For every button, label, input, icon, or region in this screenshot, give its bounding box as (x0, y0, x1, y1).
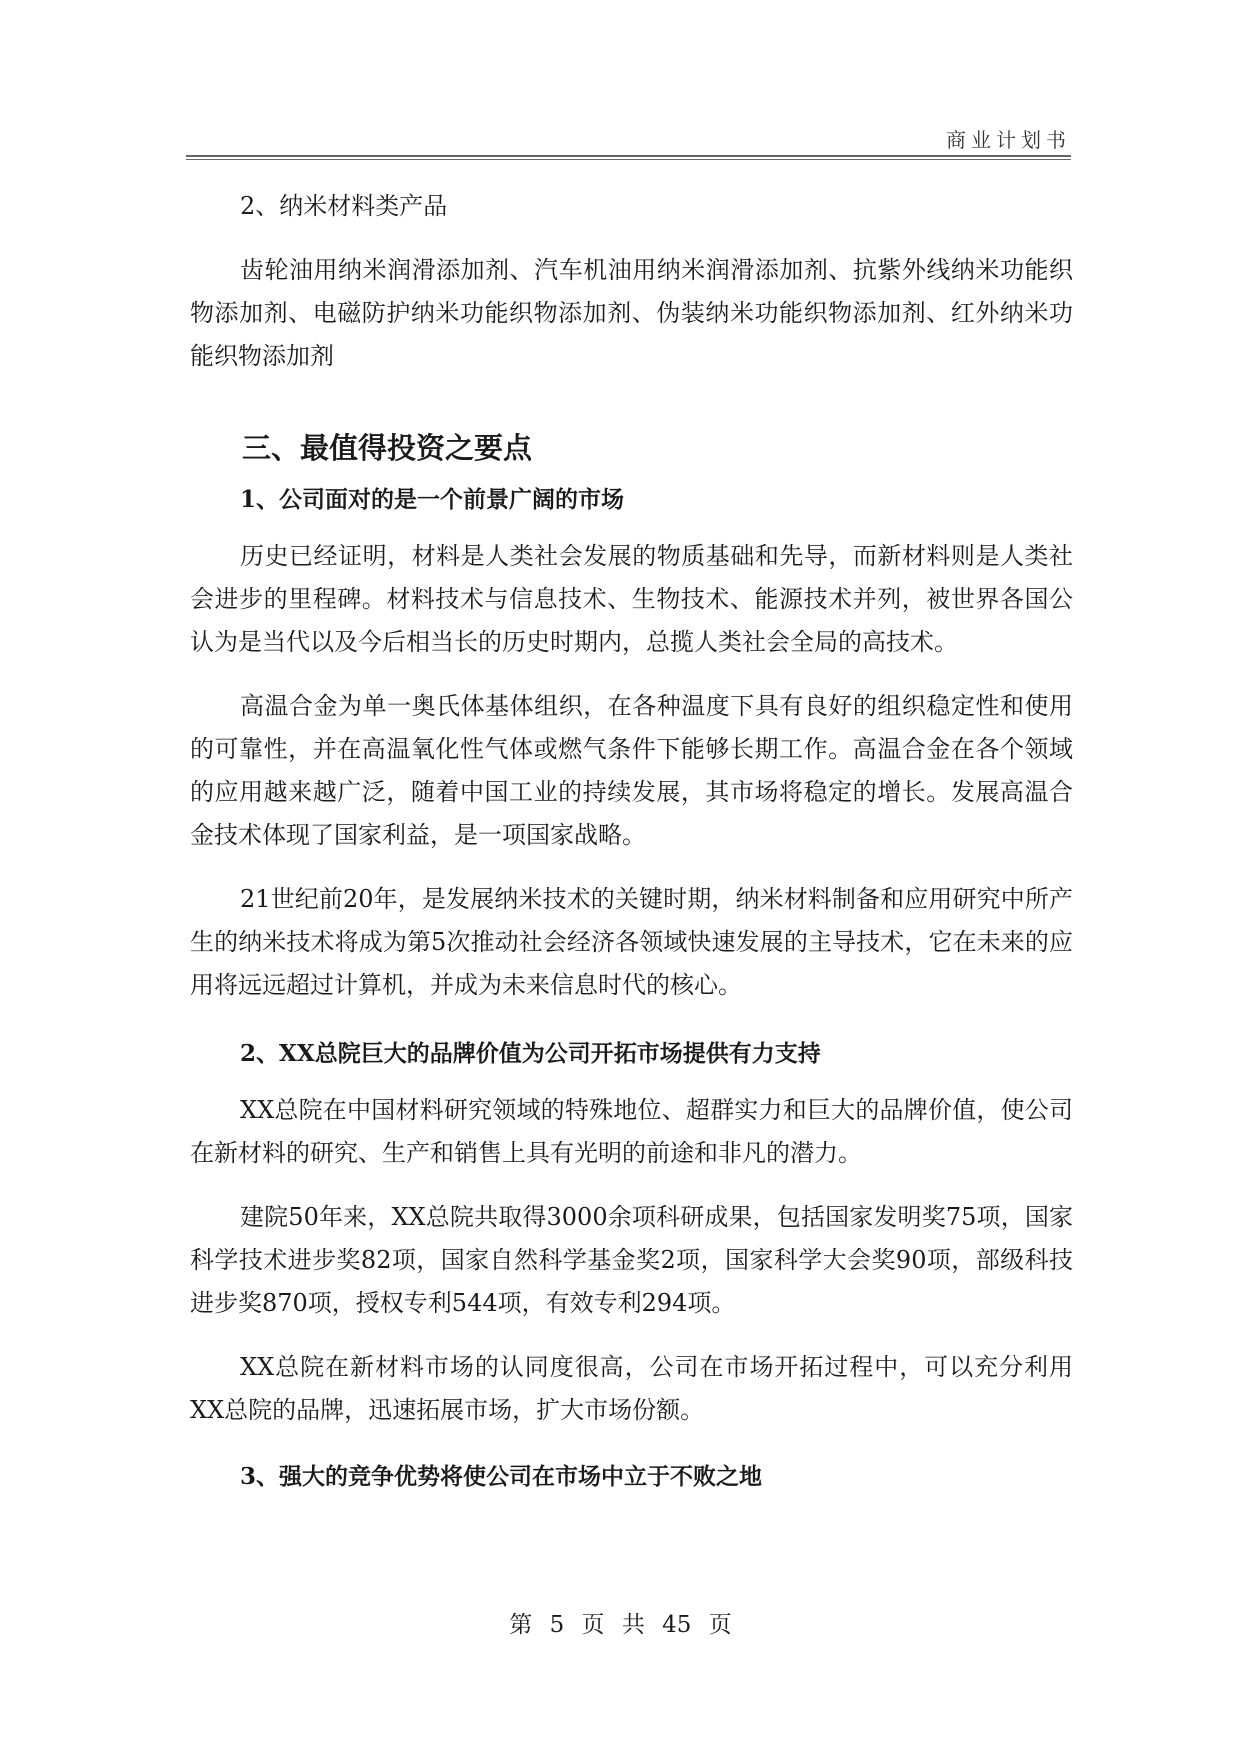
paragraph: 历史已经证明，材料是人类社会发展的物质基础和先导，而新材料则是人类社会进步的里程碑。材料技术与信息技术、生物技术、能源技术并列，被世界各国公认为是当代以及今后相当长的历史时期内，总揽人类社会全局的高技术。 (190, 542, 1073, 656)
point-heading-1: 1、公司面对的是一个前景广阔的市场 (240, 486, 625, 513)
page-body (190, 185, 1073, 1491)
paragraph: XX总院在中国材料研究领域的特殊地位、超群实力和巨大的品牌价值，使公司在新材料的研究、生产和销售上具有光明的前途和非凡的潜力。 (190, 1096, 1073, 1167)
paragraph: XX总院在新材料市场的认同度很高，公司在市场开拓过程中，可以充分利用XX总院的品牌，迅速拓展市场，扩大市场份额。 (190, 1353, 1073, 1424)
header-rule (186, 155, 1071, 160)
page-number: 第 5 页 共 45 页 (509, 1612, 732, 1638)
point-heading-3: 3、强大的竞争优势将使公司在市场中立于不败之地 (240, 1463, 763, 1490)
paragraph: 建院50年来，XX总院共取得3000余项科研成果，包括国家发明奖75项，国家科学技术进步奖82项，国家自然科学基金奖2项，国家科学大会奖90项，部级科技进步奖870项，授权专利544项，有效专利294项。 (190, 1203, 1073, 1317)
paragraph: 21世纪前20年，是发展纳米技术的关键时期，纳米材料制备和应用研究中所产生的纳米技术将成为第5次推动社会经济各领域快速发展的主导技术，它在未来的应用将远远超过计算机，并成为未来信息时代的核心。 (190, 885, 1073, 999)
section-title: 三、最值得投资之要点 (242, 431, 533, 465)
paragraph: 齿轮油用纳米润滑添加剂、汽车机油用纳米润滑添加剂、抗紫外线纳米功能织物添加剂、电磁防护纳米功能织物添加剂、伪装纳米功能织物添加剂、红外纳米功能织物添加剂 (190, 256, 1073, 370)
subsection-heading: 2、纳米材料类产品 (240, 192, 448, 220)
running-header: 商业计划书 (946, 128, 1071, 152)
point-heading-2: 2、XX总院巨大的品牌价值为公司开拓市场提供有力支持 (240, 1040, 821, 1067)
paragraph: 高温合金为单一奥氏体基体组织，在各种温度下具有良好的组织稳定性和使用的可靠性，并在高温氧化性气体或燃气条件下能够长期工作。高温合金在各个领域的应用越来越广泛，随着中国工业的持续发展，其市场将稳定的增长。发展高温合金技术体现了国家利益，是一项国家战略。 (190, 692, 1073, 849)
